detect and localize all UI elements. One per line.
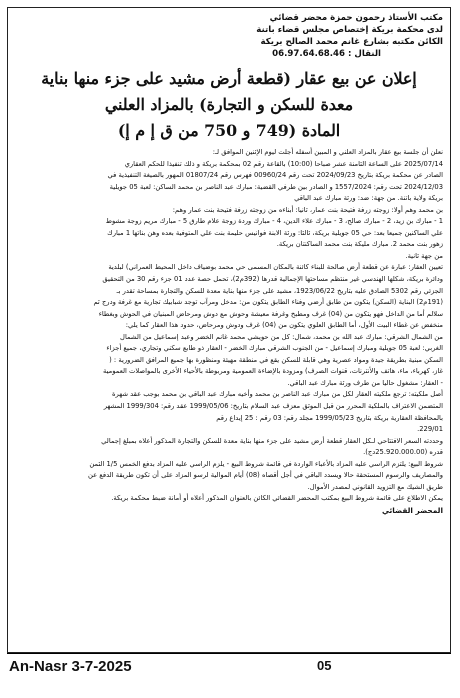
body-line: الجزئي رقم 5302 الصادق عليه بتاريخ 1923/06/22، مشيد على جزء منها بناية معدة للسكن والتجارة بمساحة تقدر بـ: [116, 286, 443, 295]
office-jurisdiction: لدى محكمة بريكة إختصاص مجلس قضاء باتنة: [256, 25, 443, 35]
body-line: 1 - مبارك بن زيد، 2 - مبارك صالح، 3 - مبارك علاء الدين، 4 - مبارك وردة زوجة علام طارق 5 - مبارك مريم زوجة مشوط: [105, 217, 443, 226]
body-line: تعيين العقار: عبارة عن قطعة أرض صالحة للبناء كائنة بالمكان المسمى حي محمد بوضياف داخل المحيط العمراني) لبلدية: [108, 263, 443, 272]
body-line: من الشمال الشرقي: مبارك عبد الله بن محمد، شمال: كل من حويشي محمد غانم الخضر وعبد إسماعيل من الشمال: [120, 332, 443, 341]
body-line: 2025/07/14 على الساعة الثامنة عشر صباحا (10:00) بالقاعة رقم 02 بمحكمة بريكة و ذلك تنفيذا للحكم العقاري: [124, 159, 443, 168]
body-line: بن محمد وهم أولا: زوجته زرفة فتيحة بنت عمار، ثانيا: أبناءه من زوجته زرفة فتيحة بنت عمار وهم:: [172, 205, 443, 214]
announcement-body: [15, 147, 443, 517]
body-line: بريكة ولاية باتنة. من جهة: ضد: ورثة مبارك عبد الباقي: [294, 194, 443, 203]
office-name: مكتب الأستاذ رحمون حمزة محضر قضائي: [269, 13, 443, 23]
body-line: علي الساكنين جميعا بعد: حي 05 جويلية بريكة، ثالثا: ورثة الابنة فوانيس حليمة بنت علي المتوفية بعده وهن بناتها 1 مبارك: [107, 228, 443, 237]
body-line: أصل ملكيته: ترجع ملكيته العقار لكل من مبارك عبد الناصر بن محمد وأخيه مبارك عبد الباقي بن محمد بوجب عقد شهرة: [111, 390, 443, 399]
body-line: (191م2) البناية (السكن) يتكون من طابق أرضي وفناء الطابق يتكون من: مدخل ومرآب توجد شبابيك تجارية مع غرفة ودرج ثم: [93, 298, 443, 307]
announcement-frame: [7, 7, 451, 653]
body-line: وحددته السعر الافتتاحي لـكل العقار قطعة أرض مشيد على جزء منها بناية معدة للسكن والتجارة المذكور أعلاه بمبلغ إجمالي: [101, 436, 443, 445]
body-line: والمصاريف والرسوم المستحقة حالا ويسدد الباقي في أجل أقصاه (08) أيام الموالية لرسو المزاد على أن تكون طريقة الدفع عن: [87, 471, 443, 480]
title-line-3: المادة (749 و 750 من ق إ م إ): [117, 121, 341, 140]
body-line: بالمحافظة العقارية بريكة بتاريخ 1999/05/23 مجلد رقم: 03 رقم : 25 إيداع رقم: [216, 413, 443, 422]
office-address: الكائن مكتبه بشارع غانم محمد الصالح بريكة: [260, 37, 443, 47]
body-line: قدره (25.920.000.00دج).: [363, 448, 443, 457]
body-line: - العقار: مشغول حاليا من طرف ورثة مبارك عبد الباقي.: [287, 378, 443, 387]
announcement-title: [15, 66, 443, 144]
body-line: منخفض عن غطاء البيت الأول، أما الطابق العلوي يتكون من (04) غرف ودوش ومرحاض، حدود هذا العقار كما يلي:: [125, 321, 443, 330]
page-footer: [7, 653, 451, 678]
body-line: غاز، كهرباء، ماء، هاتف والأنترنات، قنوات الصرف) ومزودة بالإضاءة العمومية ومربوطة بالأحياء الأخرى بالمواصلات العمومية: [103, 367, 443, 376]
body-line: المتضمن الاعتراف بالملكية المحرر من قبل الموثق معزف عبد السلام بتاريخ: 1999/05/06 عقد رقم: 1999/304 المشهر: [103, 402, 443, 411]
body-line: نعلن أن جلسة بيع عقار بالمزاد العلني و المبين أسفله أجلت ليوم الإثنين الموافق لـ:: [212, 148, 443, 156]
body-line: زهور بنت محمد 2. مبارك مليكة بنت محمد الساكنتان بريكة.: [276, 240, 443, 249]
bailiff-office-header: [15, 12, 443, 60]
body-line: 2024/12/03 تحت رقم: 1557/2024 و الصادر بين طرفي القضية: مبارك عبد الناصر بن محمد الساكن: لعبة 05 جويلية: [109, 182, 443, 191]
title-line-1: إعلان عن بيع عقار (قطعة أرض مشيد على جزء منها بناية: [41, 69, 417, 88]
body-line: 229/01.: [417, 425, 443, 434]
body-line: الصادر عن محكمة بريكة بتاريخ 2024/09/23 تحت رقم 00960/24 فهرس رقم 01807/24 المهور بالصيغة التنفيذية في: [107, 171, 443, 180]
body-line: الغربي: لعبة 05 جويلية ومبارك إسماعيل - من الجنوب الشرقي مبارك الخضر - العقار ذو طابع سكني وتجاري، جميع أجزاء: [106, 344, 443, 353]
publication-date: An-Nasr 3-7-2025: [9, 658, 132, 675]
body-line: من جهة ثانية.: [405, 251, 443, 260]
body-line: شروط البيع: يلتزم الراسي عليه المزاد بالأعباء الواردة في قائمة شروط البيع - يلزم الراسي عليه المزاد بدفع الخمس 1/5 الثمن: [89, 459, 443, 468]
body-line: سلالم أما من الداخل فهو يتكون من (04) غرف ومطبخ وغرفة معيشة وحوش مع دوش ومرحاض المبنيان في الحوش وبغطاء: [98, 309, 443, 318]
body-line: طريق الشيك مع التزويد القانوني لمصدر الأموال.: [307, 482, 443, 491]
body-line: ودائرة بريكة، شكلها الهندسي غير منتظم مساحتها الإجمالية قدرها (392م2)، تحمل حصة عدد 01 جزء رقم 30 من التحقيق: [102, 275, 443, 284]
page-number: 05: [317, 658, 332, 673]
body-line: يمكن الاطلاع على قائمة شروط البيع بمكتب المحضر القضائي الكائن بالعنوان المذكور أعلاه أو أمانة ضبط محكمة بريكة.: [111, 494, 443, 503]
office-phone: النقال : 06.97.64.68.46: [272, 49, 381, 59]
signature: المحضر القضائي: [382, 505, 443, 515]
body-line: السكن مبنية بطريقة جيدة ومواد عصرية وهي قابلة للسكن يقع في منطقة مهيئة ومنظورة بها جميع المرافق الضرورية : (: [109, 355, 443, 364]
title-line-2: معدة للسكن و التجارة) بالمزاد العلني: [104, 95, 354, 114]
